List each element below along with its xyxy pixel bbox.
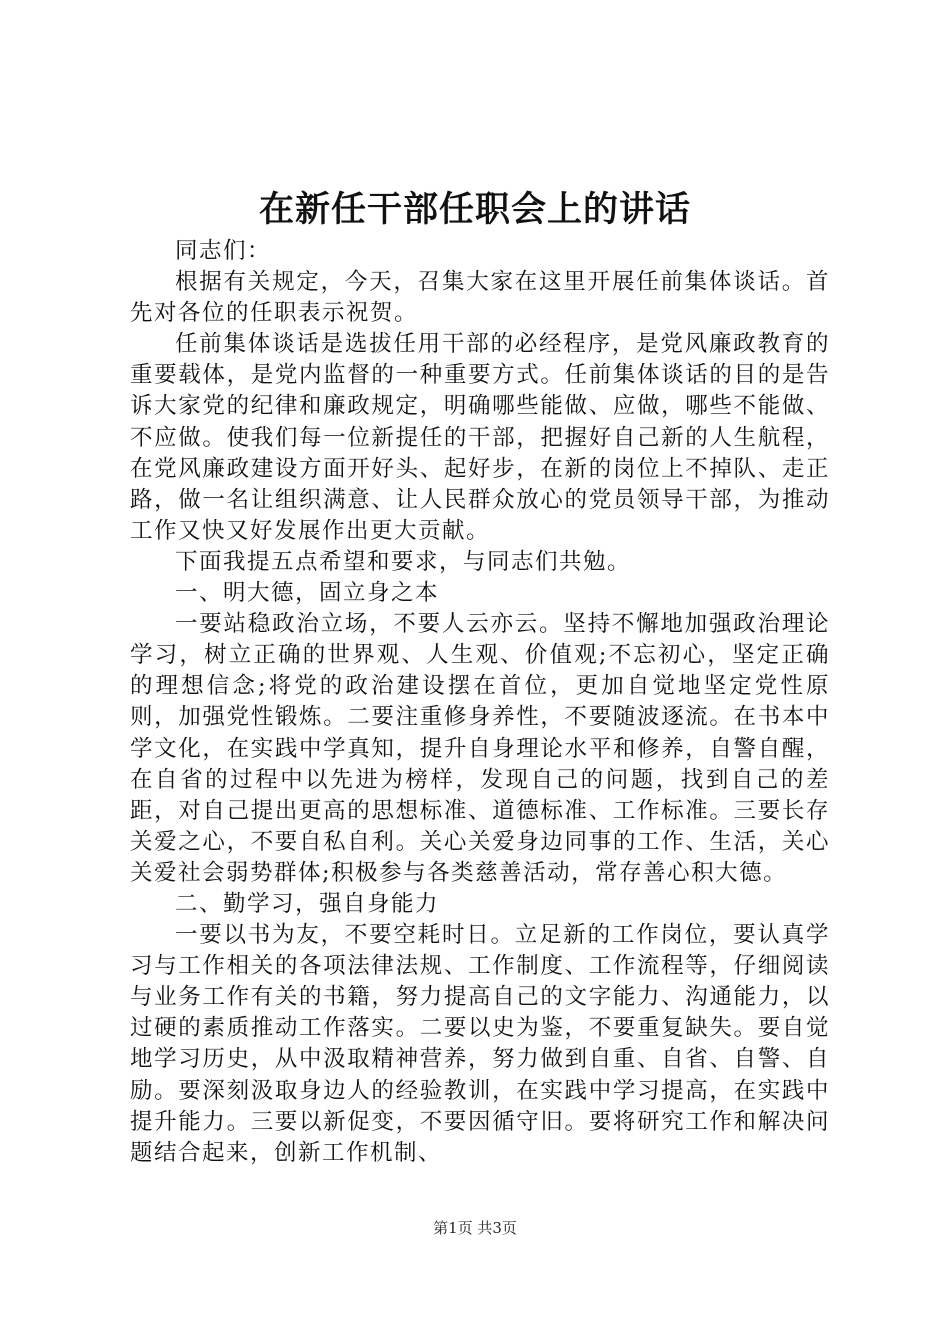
paragraph-section-1: 一要站稳政治立场，不要人云亦云。坚持不懈地加强政治理论学习，树立正确的世界观、人生观、价值观;不忘初心，坚定正确的理想信念;将党的政治建设摆在首位，更加自觉地坚定党性原则，加强党性锻炼。二要注重修身养性，不要随波逐流。在书本中学文化，在实践中学真知，提升自身理论水平和修养，自警自醒，在自省的过程中以先进为榜样，发现自己的问题，找到自己的差距，对自己提出更高的思想标准、道德标准、工作标准。三要长存关爱之心，不要自私自利。关心关爱身边同事的工作、生活，关心关爱社会弱势群体;积极参与各类慈善活动，常存善心积大德。: [130, 611, 830, 886]
document-title: 在新任干部任职会上的讲话: [258, 189, 691, 230]
paragraph-opening: 根据有关规定，今天，召集大家在这里开展任前集体谈话。首先对各位的任职表示祝贺。: [130, 269, 830, 327]
page-footer: [0, 1218, 950, 1238]
page-indicator: 第1页 共3页: [433, 1219, 517, 1237]
section-heading-2: 二、勤学习，强自身能力: [175, 890, 440, 917]
paragraph-purpose: 任前集体谈话是选拔任用干部的必经程序，是党风廉政教育的重要载体，是党内监督的一种重要方式。任前集体谈话的目的是告诉大家党的纪律和廉政规定，明确哪些能做、应做，哪些不能做、不应做。使我们每一位新提任的干部，把握好自己新的人生航程，在党风廉政建设方面开好头、起好步，在新的岗位上不掉队、走正路，做一名让组织满意、让人民群众放心的党员领导干部，为推动工作又快又好发展作出更大贡献。: [130, 331, 830, 544]
section-heading-1: 一、明大德，固立身之本: [175, 580, 440, 607]
paragraph-salutation: 同志们：: [175, 238, 272, 264]
document-body: [130, 236, 830, 1169]
paragraph-intro-requirements: 下面我提五点希望和要求，与同志们共勉。: [175, 548, 632, 575]
paragraph-section-2: 一要以书为友，不要空耗时日。立足新的工作岗位，要认真学习与工作相关的各项法律法规、工作制度、工作流程等，仔细阅读与业务工作有关的书籍，努力提高自己的文字能力、沟通能力，以过硬的素质推动工作落实。二要以史为鉴，不要重复缺失。要自觉地学习历史，从中汲取精神营养，努力做到自重、自省、自警、自励。要深刻汲取身边人的经验教训，在实践中学习提高，在实践中提升能力。三要以新促变，不要因循守旧。要将研究工作和解决问题结合起来，创新工作机制、: [130, 922, 830, 1166]
